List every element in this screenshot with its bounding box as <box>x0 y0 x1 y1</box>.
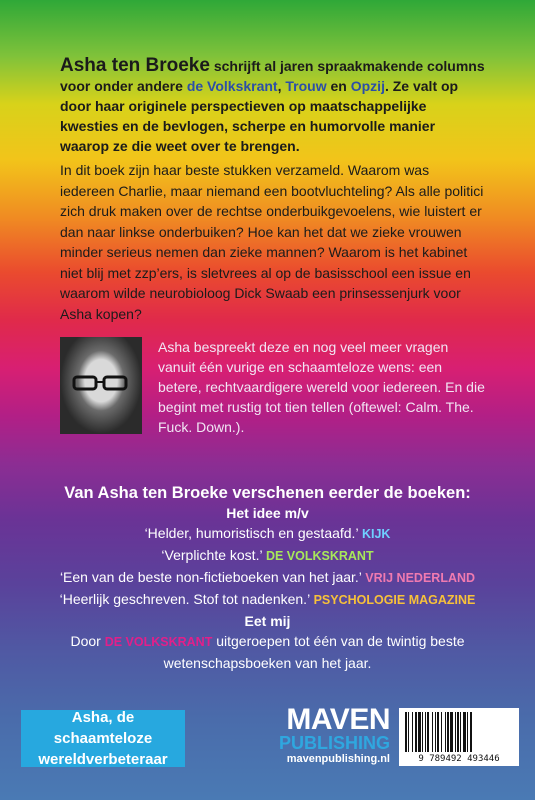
author-name: Asha ten Broeke <box>60 55 210 76</box>
book-title: Eet mij <box>244 613 291 629</box>
barcode-bar <box>455 712 456 752</box>
logo-publishing: PUBLISHING <box>278 733 390 753</box>
review-quote <box>20 631 515 674</box>
barcode-bar <box>460 712 461 752</box>
previous-books-section <box>20 484 515 674</box>
barcode-bar <box>435 712 436 752</box>
book-description: In dit boek zijn haar beste stukken verzameld. Waarom was iedereen Charlie, maar niemand een bootvluchteling? Als alle politici zich druk maken over de rechtse onderbuikgevoelens, wie luistert er dan naar linkse onderbuiken? Hoe kan het dat we zieke vrouwen minder serieus nemen dan zieke mannen? Waarom is het kabinet niet blij met zzp’ers, is sletvrees al op de basisschool een issue en waarom wilde neurobioloog Dick Swaab een prinsessenjurk voor Asha kopen? <box>60 162 484 322</box>
quote-text: ‘Heerlijk geschreven. Stof tot nadenken.’ <box>59 591 314 607</box>
logo-maven: MAVEN <box>286 703 390 736</box>
newspaper-trouw: Trouw <box>285 78 327 94</box>
book-title: Het idee m/v <box>226 505 309 521</box>
barcode-bar <box>437 712 439 752</box>
review-quote <box>20 589 515 611</box>
barcode-bar <box>463 712 466 752</box>
barcode-bar <box>470 712 472 752</box>
quote-source: DE VOLKSKRANT <box>104 635 213 649</box>
quote-source: PSYCHOLOGIE MAGAZINE <box>313 593 476 607</box>
publisher-url: mavenpublishing.nl <box>286 753 390 765</box>
barcode-bar <box>441 712 442 752</box>
barcode-bar <box>432 712 433 752</box>
intro-separator: , <box>277 78 286 94</box>
quote-text: ‘Helder, humoristisch en gestaafd.’ <box>144 525 362 541</box>
barcode-bar <box>408 712 409 752</box>
barcode-bar <box>418 712 421 752</box>
isbn-barcode <box>399 708 519 766</box>
barcode-bar <box>422 712 423 752</box>
barcode-bar <box>405 712 407 752</box>
barcode-bar <box>445 712 446 752</box>
barcode-bar <box>427 712 429 752</box>
intro-paragraph <box>60 56 485 156</box>
barcode-bar <box>467 712 468 752</box>
review-quote <box>20 523 515 545</box>
barcode-bar <box>457 712 459 752</box>
isbn-number: 9 789492 493446 <box>418 754 500 764</box>
quote-text: Door <box>70 633 105 649</box>
newspaper-volkskrant: de Volkskrant <box>186 78 278 94</box>
tagline-line-2: wereldverbeteraar <box>38 751 168 768</box>
books-heading: Van Asha ten Broeke verschenen eerder de boeken: <box>64 484 471 502</box>
author-photo <box>60 337 142 434</box>
quote-source: KIJK <box>361 527 391 541</box>
quote-text: ‘Verplichte kost.’ <box>161 547 266 563</box>
publisher-logo <box>278 703 390 766</box>
quote-text: uitgeroepen tot één van de twintig beste wetenschapsboeken van het jaar. <box>163 633 465 671</box>
tagline-box <box>21 710 185 767</box>
author-bio: Asha bespreekt deze en nog veel meer vragen vanuit één vurige en schaamteloze wens: een betere, rechtvaardigere wereld voor iedereen. En die begint met rustig tot tien tellen (oftewel: Calm. The. Fuck. Down.). <box>158 339 485 435</box>
intro-text: schrijft al jaren spraakmakende columns voor onder andere <box>60 58 485 94</box>
quote-source: DE VOLKSKRANT <box>265 549 374 563</box>
intro-text-2: . Ze valt op door haar originele perspectieven op maatschappelijke kwesties en de bevlogen, scherpe en humorvolle manier waarop ze die weet over te brengen. <box>60 78 459 154</box>
review-quote <box>20 567 515 589</box>
tagline-line-1: Asha, de schaamteloze <box>53 709 153 747</box>
quote-text: ‘Een van de beste non-fictieboeken van het jaar.’ <box>59 569 366 585</box>
barcode-bar <box>425 712 426 752</box>
barcode-bar <box>450 712 453 752</box>
barcode-bar <box>415 712 417 752</box>
barcode-bars <box>403 712 515 752</box>
quote-source: VRIJ NEDERLAND <box>365 571 476 585</box>
barcode-bar <box>412 712 413 752</box>
intro-separator: en <box>326 78 351 94</box>
review-quote <box>20 545 515 567</box>
magazine-opzij: Opzij <box>350 78 385 94</box>
barcode-bar <box>447 712 449 752</box>
